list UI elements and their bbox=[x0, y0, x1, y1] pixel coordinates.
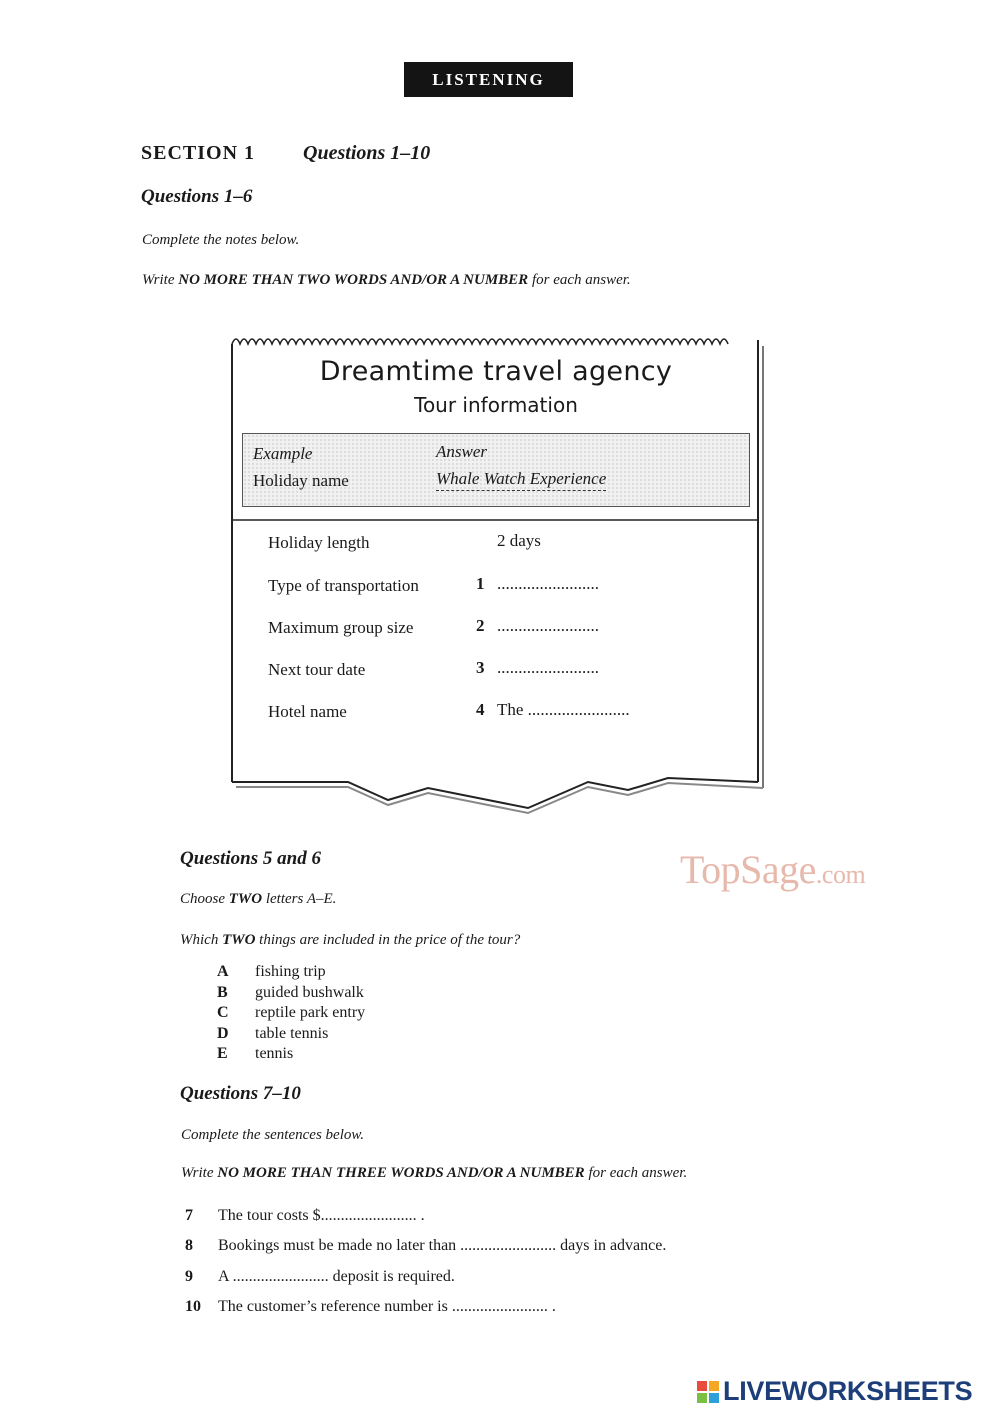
listening-banner: LISTENING bbox=[404, 62, 573, 97]
option-letter: E bbox=[217, 1045, 228, 1062]
row-label: Maximum group size bbox=[268, 618, 414, 637]
word-limit-pre: Write bbox=[142, 272, 175, 288]
liveworksheets-brand[interactable] bbox=[697, 1376, 972, 1407]
option-d[interactable] bbox=[217, 1024, 365, 1045]
watermark-main: TopSage bbox=[680, 847, 816, 892]
option-b[interactable] bbox=[217, 983, 365, 1004]
answer-blank-1[interactable]: ........................ bbox=[497, 574, 599, 593]
word-limit-bold: NO MORE THAN TWO WORDS AND/OR A NUMBER bbox=[178, 272, 529, 288]
sentence-number: 9 bbox=[185, 1268, 193, 1285]
sentence-number: 7 bbox=[185, 1207, 193, 1224]
row-label: Type of transportation bbox=[268, 576, 419, 595]
row-number: 1 bbox=[476, 574, 485, 593]
example-answer: Whale Watch Experience bbox=[436, 469, 606, 491]
row-value: 2 days bbox=[497, 531, 541, 550]
answer-blank-3[interactable]: ........................ bbox=[497, 658, 599, 677]
row-label: Holiday length bbox=[268, 533, 370, 552]
option-text: table tennis bbox=[255, 1024, 329, 1042]
option-text: tennis bbox=[255, 1045, 294, 1062]
choose-pre: Choose bbox=[180, 891, 225, 907]
section-label: SECTION 1 bbox=[141, 142, 256, 164]
option-c[interactable] bbox=[217, 1003, 365, 1024]
questions-1-6-word-limit bbox=[142, 272, 631, 289]
section-heading bbox=[141, 142, 430, 165]
option-a[interactable] bbox=[217, 962, 365, 983]
question-pre: Which bbox=[180, 932, 219, 948]
option-letter: D bbox=[217, 1024, 229, 1042]
example-field: Holiday name bbox=[253, 471, 349, 490]
sentence-text: The customer’s reference number is ........................ . bbox=[218, 1298, 556, 1315]
sentence-text: Bookings must be made no later than ........................ days in advance. bbox=[218, 1237, 667, 1254]
questions-5-6-heading: Questions 5 and 6 bbox=[180, 848, 321, 869]
card-subtitle: Tour information bbox=[414, 393, 578, 417]
section-questions: Questions 1–10 bbox=[303, 142, 431, 164]
options-list bbox=[217, 962, 365, 1065]
option-text: fishing trip bbox=[255, 963, 326, 980]
questions-5-6-question bbox=[180, 932, 520, 949]
question-bold: TWO bbox=[222, 932, 256, 948]
questions-7-10-instruction: Complete the sentences below. bbox=[181, 1127, 365, 1143]
answer-blank-2[interactable]: ........................ bbox=[497, 616, 599, 635]
question-post: things are included in the price of the tour? bbox=[259, 932, 521, 948]
choose-bold: TWO bbox=[228, 891, 263, 907]
sentence-text: The tour costs $........................ . bbox=[218, 1207, 425, 1224]
answer-blank-4[interactable]: The ........................ bbox=[497, 700, 630, 719]
choose-post: letters A–E. bbox=[265, 891, 337, 907]
sentence-9[interactable] bbox=[185, 1268, 455, 1286]
answer-label: Answer bbox=[436, 442, 487, 461]
watermark-suffix: .com bbox=[815, 860, 866, 889]
row-number: 3 bbox=[476, 658, 485, 677]
questions-1-6-instruction: Complete the notes below. bbox=[142, 232, 300, 248]
questions-1-6-heading: Questions 1–6 bbox=[141, 186, 253, 207]
option-letter: C bbox=[217, 1004, 229, 1021]
sentence-8[interactable] bbox=[185, 1237, 666, 1255]
sentence-7[interactable] bbox=[185, 1207, 425, 1225]
row-number: 4 bbox=[476, 700, 485, 719]
questions-7-10-word-limit bbox=[181, 1165, 687, 1182]
word-limit-pre: Write bbox=[181, 1165, 214, 1181]
sentence-number: 8 bbox=[185, 1237, 193, 1254]
topsage-watermark bbox=[680, 846, 865, 893]
sentence-text: A ........................ deposit is required. bbox=[218, 1268, 455, 1285]
row-label: Hotel name bbox=[268, 702, 347, 721]
questions-5-6-instruction bbox=[180, 891, 336, 908]
brand-text: LIVEWORKSHEETS bbox=[723, 1376, 973, 1406]
word-limit-bold: NO MORE THAN THREE WORDS AND/OR A NUMBER bbox=[217, 1165, 585, 1181]
example-label: Example bbox=[253, 444, 313, 463]
liveworksheets-logo-icon bbox=[697, 1381, 719, 1403]
row-label: Next tour date bbox=[268, 660, 366, 679]
sentence-number: 10 bbox=[185, 1298, 201, 1315]
option-letter: B bbox=[217, 983, 228, 1001]
option-text: guided bushwalk bbox=[255, 983, 364, 1001]
option-letter: A bbox=[217, 963, 229, 980]
row-number: 2 bbox=[476, 616, 485, 635]
option-e[interactable] bbox=[217, 1044, 365, 1065]
card-title: Dreamtime travel agency bbox=[319, 356, 673, 387]
word-limit-post: for each answer. bbox=[588, 1165, 688, 1181]
questions-7-10-heading: Questions 7–10 bbox=[180, 1083, 301, 1104]
word-limit-post: for each answer. bbox=[531, 272, 631, 288]
option-text: reptile park entry bbox=[255, 1004, 366, 1021]
sentence-10[interactable] bbox=[185, 1298, 556, 1316]
